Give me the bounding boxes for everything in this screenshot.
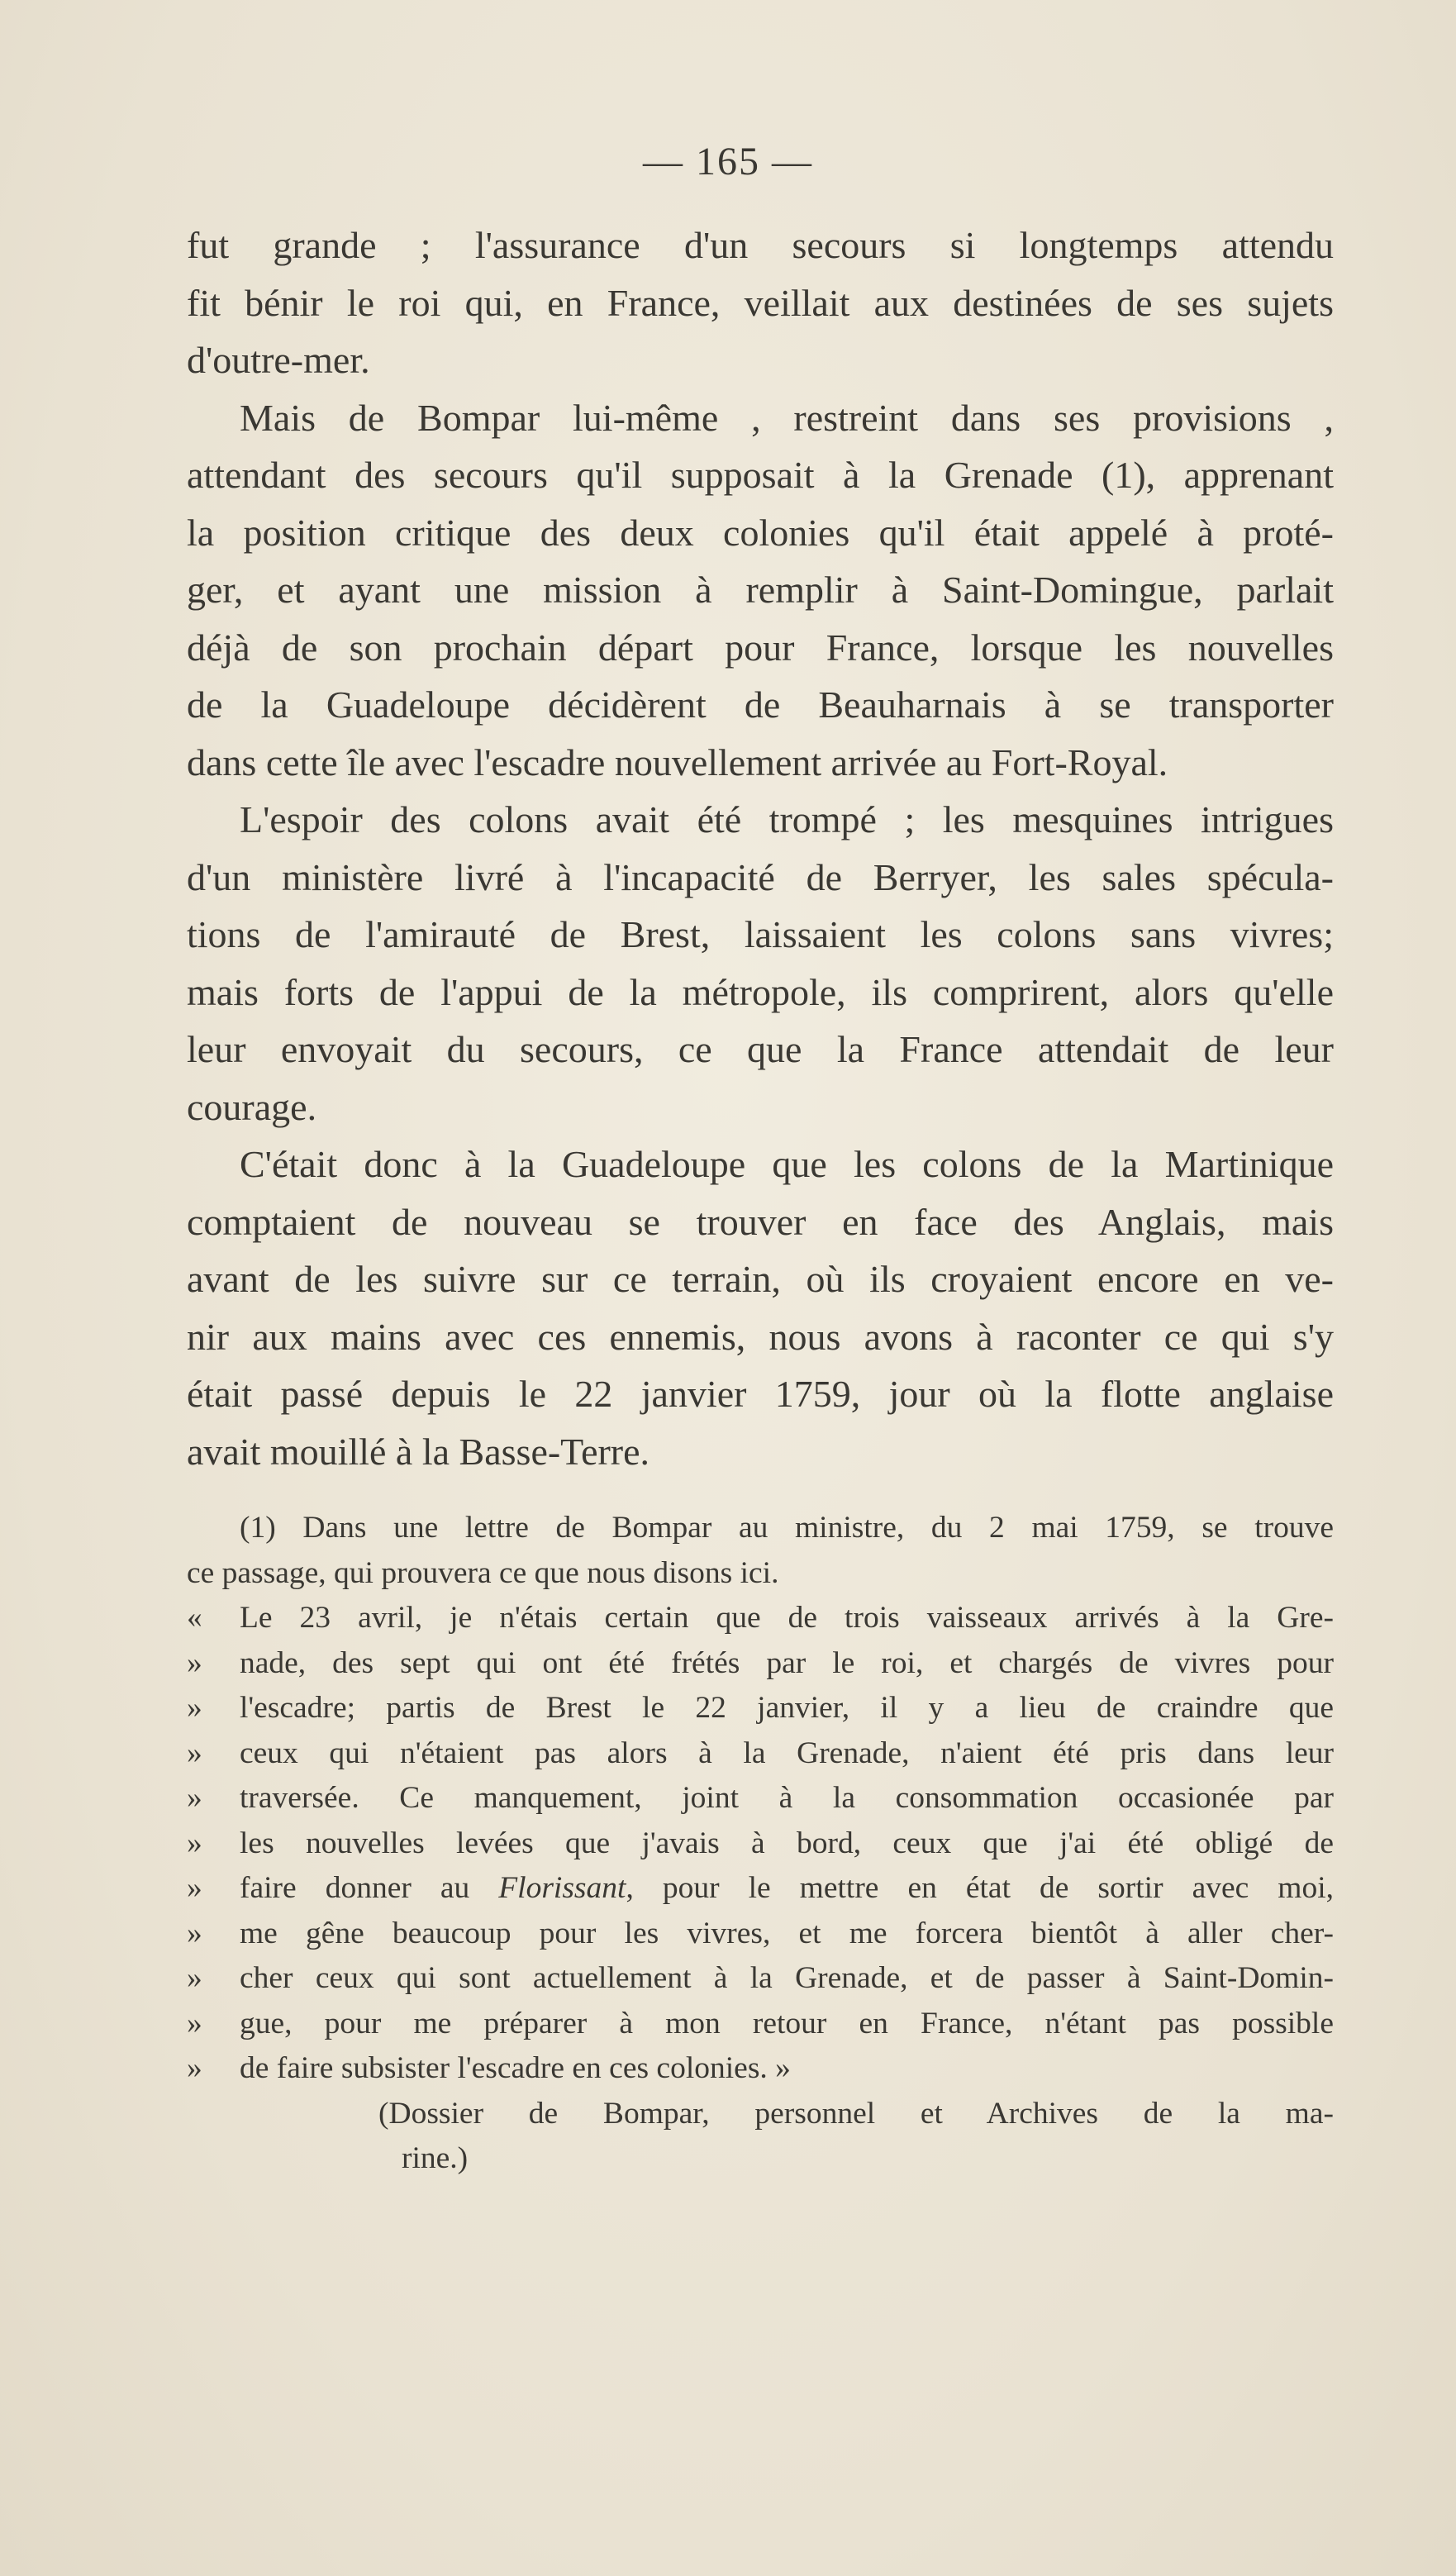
footnote-line xyxy=(187,1596,1334,1641)
text-line: de la Guadeloupe décidèrent de Beauharnais à se transporter xyxy=(187,683,1334,726)
footnote-line xyxy=(187,2002,1334,2047)
footnote-text: rine.) xyxy=(402,2141,469,2175)
footnote-line xyxy=(187,1956,1334,2002)
footnote-text: (Dossier de Bompar, personnel et Archives de la ma- xyxy=(378,2096,1334,2131)
text-line: la position critique des deux colonies qu'il était appelé à proté- xyxy=(187,511,1334,554)
footnote-text: me gêne beaucoup pour les vivres, et me forcera bientôt à aller cher- xyxy=(240,1916,1334,1950)
quote-mark: » xyxy=(187,1645,202,1680)
text-line: tions de l'amirauté de Brest, laissaient les colons sans vivres; xyxy=(187,913,1334,955)
quote-mark: » xyxy=(187,1961,202,1995)
text-line: attendant des secours qu'il supposait à la Grenade (1), apprenant xyxy=(187,454,1334,496)
text-line: fit bénir le roi qui, en France, veillait aux destinées de ses sujets xyxy=(187,281,1334,324)
text-line: courage. xyxy=(187,1085,317,1128)
footnote-line xyxy=(187,1506,1334,1551)
footnote-text: faire donner au xyxy=(240,1871,499,1905)
text-line: leur envoyait du secours, ce que la France attendait de leur xyxy=(187,1028,1334,1070)
footnote-line xyxy=(187,1551,1334,1597)
footnote-line xyxy=(187,2136,1334,2182)
footnote-text: Le 23 avril, je n'étais certain que de trois vaisseaux arrivés à la Gre- xyxy=(240,1601,1334,1635)
ship-name: Florissant xyxy=(498,1871,626,1905)
footnote-text: les nouvelles levées que j'avais à bord, ceux que j'ai été obligé de xyxy=(240,1826,1334,1860)
footnote-text: l'escadre; partis de Brest le 22 janvier, il y a lieu de craindre que xyxy=(240,1691,1334,1725)
footnote-text: traversée. Ce manquement, joint à la consommation occasionée par xyxy=(240,1781,1334,1815)
footnote-line xyxy=(187,1731,1334,1777)
quote-mark: » xyxy=(187,1736,202,1770)
footnote-text: nade, des sept qui ont été frétés par le roi, et chargés de vivres pour xyxy=(240,1645,1334,1680)
quote-mark: » xyxy=(187,1916,202,1950)
footnote-text: ceux qui n'étaient pas alors à la Grenade, n'aient été pris dans leur xyxy=(240,1736,1334,1770)
footnote-line xyxy=(187,1686,1334,1731)
footnote-line xyxy=(187,1776,1334,1821)
quote-mark: » xyxy=(187,1871,202,1905)
footnote-text: ce passage, qui prouvera ce que nous disons ici. xyxy=(187,1555,779,1590)
text-line: L'espoir des colons avait été trompé ; les mesquines intrigues xyxy=(240,798,1334,840)
footnote-line xyxy=(187,1641,1334,1687)
quote-mark: » xyxy=(187,1781,202,1815)
text-line: était passé depuis le 22 janvier 1759, jour où la flotte anglaise xyxy=(187,1373,1334,1415)
text-line: C'était donc à la Guadeloupe que les colons de la Martinique xyxy=(240,1143,1334,1185)
text-line: avant de les suivre sur ce terrain, où ils croyaient encore en ve- xyxy=(187,1258,1334,1300)
footnote xyxy=(187,1506,1334,2182)
footnote-text: gue, pour me préparer à mon retour en France, n'étant pas possible xyxy=(240,2006,1334,2040)
main-text xyxy=(187,217,1334,1480)
footnote-line xyxy=(187,2092,1334,2137)
footnote-text: cher ceux qui sont actuellement à la Grenade, et de passer à Saint-Domin- xyxy=(240,1961,1334,1995)
footnote-line xyxy=(187,1821,1334,1867)
text-line: nir aux mains avec ces ennemis, nous avons à raconter ce qui s'y xyxy=(187,1315,1334,1358)
quote-mark: » xyxy=(187,1691,202,1725)
text-line: d'un ministère livré à l'incapacité de Berryer, les sales spécula- xyxy=(187,855,1334,898)
text-line: mais forts de l'appui de la métropole, ils comprirent, alors qu'elle xyxy=(187,970,1334,1013)
text-line: ger, et ayant une mission à remplir à Saint-Domingue, parlait xyxy=(187,569,1334,611)
footnote-line xyxy=(187,1912,1334,1957)
text-line: avait mouillé à la Basse-Terre. xyxy=(187,1430,650,1473)
page-number: — 165 — xyxy=(643,140,813,183)
text-line: fut grande ; l'assurance d'un secours si longtemps attendu xyxy=(187,224,1334,266)
text-line: comptaient de nouveau se trouver en face des Anglais, mais xyxy=(187,1200,1334,1243)
footnote-text: (1) Dans une lettre de Bompar au ministre, du 2 mai 1759, se trouve xyxy=(240,1511,1334,1545)
footnote-line xyxy=(187,1866,1334,1912)
text-line: déjà de son prochain départ pour France, lorsque les nouvelles xyxy=(187,626,1334,669)
text-line: d'outre-mer. xyxy=(187,339,370,381)
footnote-text: , pour le mettre en état de sortir avec moi, xyxy=(626,1871,1334,1905)
quote-mark: « xyxy=(187,1601,202,1635)
footnote-text: de faire subsister l'escadre en ces colonies. » xyxy=(240,2051,791,2085)
text-line: Mais de Bompar lui-même , restreint dans ses provisions , xyxy=(240,396,1334,439)
quote-mark: » xyxy=(187,2006,202,2040)
quote-mark: » xyxy=(187,1826,202,1860)
footnote-line xyxy=(187,2046,1334,2092)
text-line: dans cette île avec l'escadre nouvellement arrivée au Fort-Royal. xyxy=(187,740,1168,783)
quote-mark: » xyxy=(187,2051,202,2085)
